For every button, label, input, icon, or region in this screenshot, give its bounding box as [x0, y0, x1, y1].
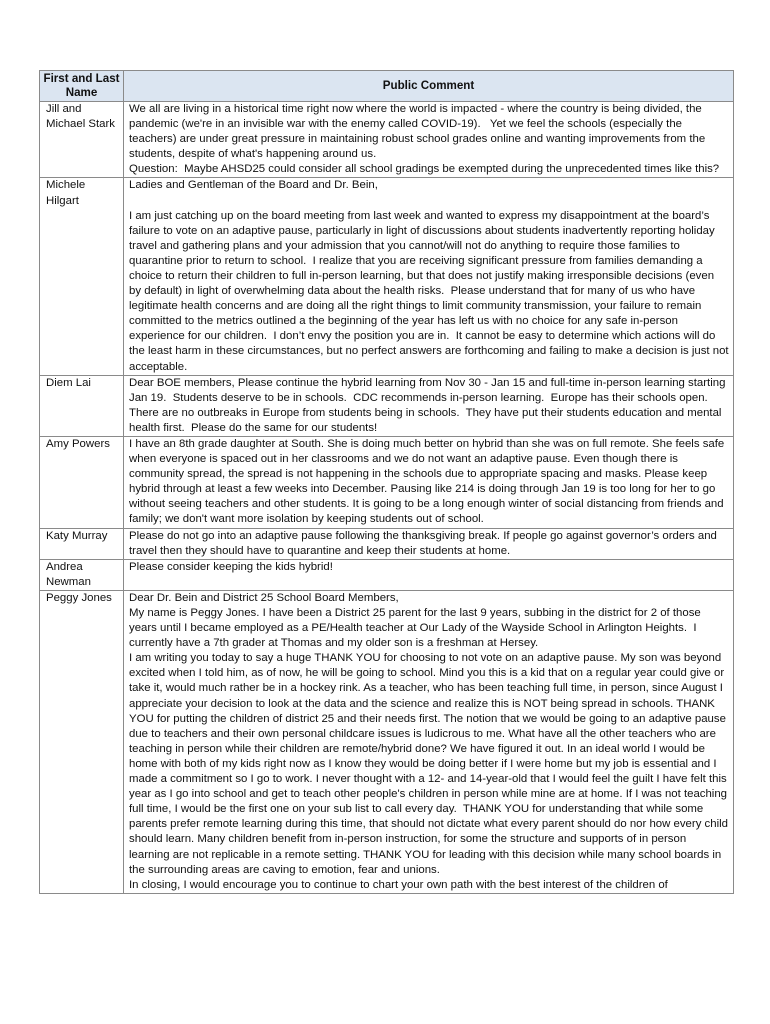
table-row: [40, 590, 734, 893]
comment-text: [124, 102, 734, 178]
comment-column-header: Public Comment: [124, 71, 734, 102]
comment-paragraph: I am just catching up on the board meeting from last week and wanted to express my disappointment at the board’s failure to vote on an adaptive pause, particularly in light of discussions about students inadvertently reporting holiday travel and gathering plans and your admission that you cannot/will not do anything to require those families to quarantine prior to return to school. I realize that you are receiving significant pressure from families demanding a choice to return their children to full in-person learning, but that does not justify making irresponsible decisions (even by default) in light of overwhelming data about the health risks. Please understand that for many of us who have legitimate health concerns and are doing all the right things to limit community transmission, your failure to remain committed to the metrics outlined a the beginning of the year has left us with no choice for any safe in-person experience for our children. I don’t envy the position you are in. It cannot be easy to determine which actions will do the least harm in these circumstances, but no perfect answers are forthcoming and failing to make a decision is just not acceptable.: [129, 209, 732, 373]
comment-rows: [40, 102, 734, 894]
comment-paragraph: Please do not go into an adaptive pause following the thanksgiving break. If people go against governor’s orders and travel then they should have to quarantine and keep their students at home.: [129, 529, 721, 557]
comment-paragraph: Dear BOE members, Please continue the hybrid learning from Nov 30 - Jan 15 and full-time in-person learning starting Jan 19. Students deserve to be in schools. CDC recommends in-person learning. Europe has their schools open. There are no outbreaks in Europe from students being in schools. They have put their students education and mental health first. Please do the same for our students!: [129, 376, 729, 434]
public-comment-document: [39, 70, 733, 894]
table-row: [40, 178, 734, 375]
commenter-name: Andrea Newman: [40, 559, 124, 590]
comment-paragraph: Dear Dr. Bein and District 25 School Board Members,: [129, 591, 399, 604]
commenter-name: Michele Hilgart: [40, 178, 124, 375]
table-row: [40, 436, 734, 528]
comment-paragraph: My name is Peggy Jones. I have been a District 25 parent for the last 9 years, subbing in the district for 2 of those years until I became employed as a PE/Health teacher at Our Lady of the Wayside School in Arlington Heights. I currently have a 7th grader at Thomas and my older son is a freshman at Hersey.: [129, 607, 704, 650]
comment-paragraph: In closing, I would encourage you to continue to chart your own path with the best interest of the children of: [129, 878, 668, 891]
comment-text: [124, 590, 734, 893]
commenter-name: Jill and Michael Stark: [40, 102, 124, 178]
commenter-name: Katy Murray: [40, 528, 124, 559]
comment-text: [124, 178, 734, 375]
public-comment-table: [39, 70, 734, 894]
comment-paragraph: I am writing you today to say a huge THANK YOU for choosing to not vote on an adaptive pause. My son was beyond excited when I told him, as of now, he will be going to school. Mind you this is a kid that on a regular year could give or take it, would much rather be in a hockey rink. As a teacher, who has been teaching full time, in person, since August I appreciate your decision to look at the data and the science and realize this is NOT being spread in schools. THANK YOU for putting the children of district 25 and their needs first. The notion that we would be going to an adaptive pause due to teachers and their own personal childcare issues is ludicrous to me. What have all the other teachers who are teaching in person while their children are remote/hybrid done? We have figured it out. In an ideal world I would be home with both of my kids right now as I know they would be doing better if I were home but my job is essential and I made a commitment so I go to work. I never thought with a 12- and 14-year-old that I would feel the guilt I have felt this year as I go into school and get to teach other people's children in person while mine are at home. If I was not teaching full time, I would be the first one on your sub list to call every day. THANK YOU for understanding that while some parents prefer remote learning during this time, that should not dictate what every parent should do nor how every child should learn. Many children benefit from in-person instruction, for some the structure and supports of in person learning are not replicable in a remote setting. THANK YOU for leading with this decision while many school boards in the surrounding areas are caving to emotion, fear and unions.: [129, 652, 732, 876]
comment-paragraph: Ladies and Gentleman of the Board and Dr. Bein,: [129, 179, 378, 192]
header-row: [40, 71, 734, 102]
name-column-header: First and Last Name: [40, 71, 124, 102]
comment-paragraph: I have an 8th grade daughter at South. She is doing much better on hybrid than she was on full remote. She feels safe when everyone is spaced out in her classrooms and we do not want an adaptive pause. Even though there is community spread, the spread is not happening in the schools due to appropriate spacing and masks. Please keep hybrid through at least a few weeks into December. Pausing like 214 is doing through Jan 19 is too long for her to go without seeing teachers and other students. It is going to be a long enough winter of social distancing from friends and family; we don't want more isolation by keeping students out of school.: [129, 437, 728, 526]
commenter-name: Amy Powers: [40, 436, 124, 528]
comment-text: [124, 375, 734, 436]
comment-paragraph: Please consider keeping the kids hybrid!: [129, 560, 333, 573]
table-row: [40, 559, 734, 590]
comment-text: [124, 528, 734, 559]
table-row: [40, 528, 734, 559]
comment-paragraph: [129, 194, 729, 209]
comment-text: [124, 559, 734, 590]
commenter-name: Diem Lai: [40, 375, 124, 436]
comment-paragraph: We all are living in a historical time right now where the world is impacted - where the country is being divided, the pandemic (we're in an invisible war with the enemy called COVID-19). Yet we feel the schools (especially the teachers) are under great pressure in maintaining robust school grades online and wanting improvements from the students, despite of what's happening around us.: [129, 103, 709, 161]
table-row: [40, 102, 734, 178]
table-row: [40, 375, 734, 436]
commenter-name: Peggy Jones: [40, 590, 124, 893]
comment-paragraph: Question: Maybe AHSD25 could consider all school gradings be exempted during the unprecedented times like this?: [129, 163, 720, 176]
comment-text: [124, 436, 734, 528]
